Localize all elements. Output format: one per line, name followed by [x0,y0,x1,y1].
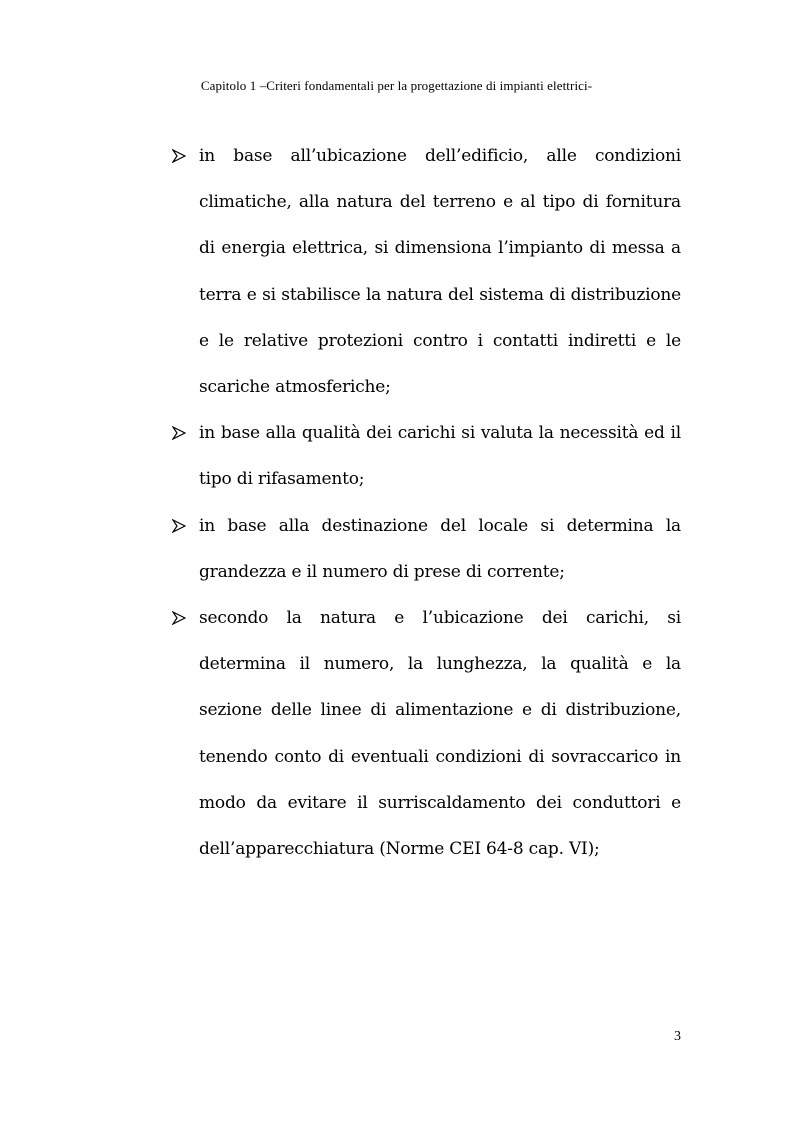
list-item [199,595,681,872]
list-item-text: secondo la natura e l’ubicazione dei carichi, si determina il numero, la lunghezza, la qualità e la sezione delle linee di alimentazione e di distribuzione, tenendo conto di eventuali condizioni di sovraccarico in modo da evitare il surriscaldamento dei conduttori e dell’apparecchiatura (Norme CEI 64-8 cap. VI); [199,608,681,860]
page-number: 3 [674,1029,681,1044]
arrowhead-bullet-icon [172,519,186,533]
list-item-text: in base alla qualità dei carichi si valuta la necessità ed il tipo di rifasamento; [199,423,681,490]
list-item-text: in base alla destinazione del locale si determina la grandezza e il numero di prese di corrente; [199,515,681,582]
list-item [199,133,681,410]
arrowhead-bullet-icon [172,426,186,440]
list-item-text: in base all’ubicazione dell’edificio, alle condizioni climatiche, alla natura del terreno e al tipo di fornitura di energia elettrica, si dimensiona l’impianto di messa a terra e si stabilisce la natura del sistema di distribuzione e le relative protezioni contro i contatti indiretti e le scariche atmosferiche; [199,146,681,398]
bullet-list [199,133,681,872]
running-header: Capitolo 1 –Criteri fondamentali per la progettazione di impianti elettrici- [200,78,593,93]
list-item [199,503,681,595]
arrowhead-bullet-icon [172,611,186,625]
list-item [199,410,681,502]
arrowhead-bullet-icon [172,149,186,163]
